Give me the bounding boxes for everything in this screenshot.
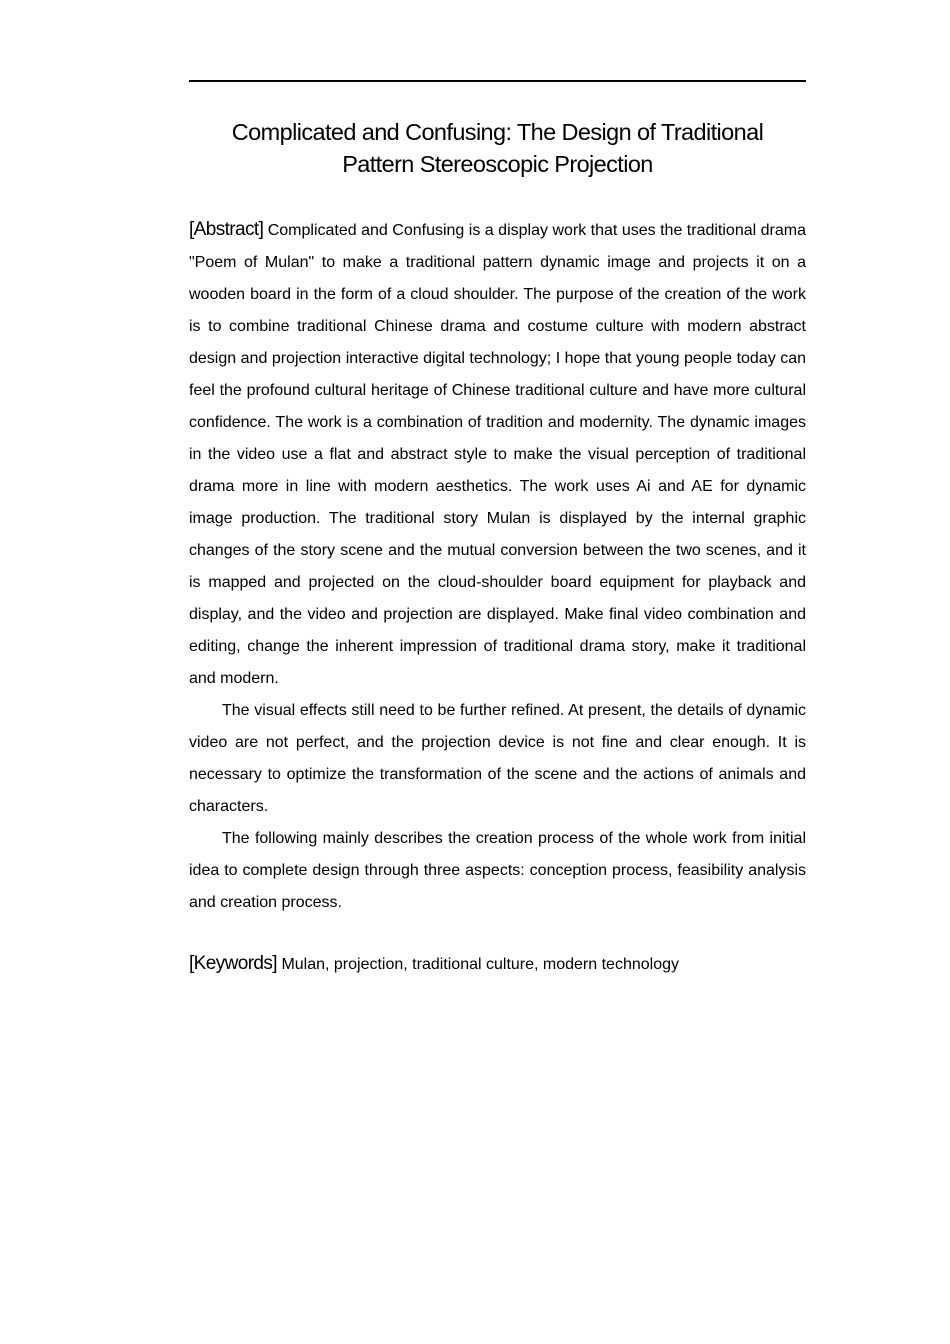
abstract-label: [Abstract]	[189, 219, 264, 240]
abstract-section	[189, 214, 806, 919]
header-rule	[189, 80, 806, 82]
paper-title	[189, 116, 806, 180]
title-line-2: Pattern Stereoscopic Projection	[342, 151, 653, 177]
title-line-1: Complicated and Confusing: The Design of Traditional	[231, 119, 764, 145]
abstract-text-1: Complicated and Confusing is a display work that uses the traditional drama "Poem of Mulan" to make a traditional pattern dynamic image and projects it on a wooden board in the form of a cloud shoulder. The purpose of the creation of the work is to combine traditional Chinese drama and costume culture with modern abstract design and projection interactive digital technology; I hope that young people today can feel the profound cultural heritage of Chinese traditional culture and have more cultural confidence. The work is a combination of tradition and modernity. The dynamic images in the video use a flat and abstract style to make the visual perception of traditional drama more in line with modern aesthetics. The work uses Ai and AE for dynamic image production. The traditional story Mulan is displayed by the internal graphic changes of the story scene and the mutual conversion between the two scenes, and it is mapped and projected on the cloud-shoulder board equipment for playback and display, and the video and projection are displayed. Make final video combination and editing, change the inherent impression of traditional drama story, make it traditional and modern.	[189, 222, 806, 687]
keywords-text: Mulan, projection, traditional culture, modern technology	[281, 956, 679, 973]
keywords-section	[189, 948, 806, 981]
abstract-paragraph-3: The following mainly describes the creation process of the whole work from initial idea to complete design through three aspects: conception process, feasibility analysis and creation process.	[189, 830, 806, 911]
abstract-paragraph-1	[189, 214, 806, 695]
abstract-paragraph-2: The visual effects still need to be further refined. At present, the details of dynamic video are not perfect, and the projection device is not fine and clear enough. It is necessary to optimize the transformation of the scene and the actions of animals and characters.	[189, 702, 806, 815]
keywords-label: [Keywords]	[189, 953, 277, 974]
